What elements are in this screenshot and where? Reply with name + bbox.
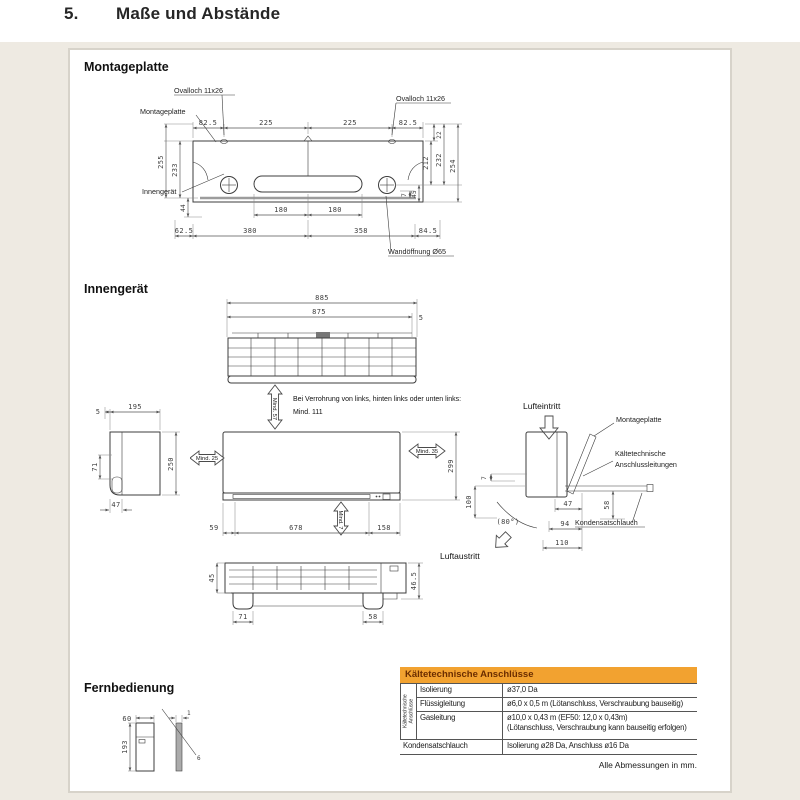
- dim-678: 678: [289, 524, 303, 532]
- dim-47: 47: [111, 501, 121, 509]
- dim-82-5-left: 82.5: [198, 119, 218, 127]
- dim-46-5: 46.5: [410, 571, 418, 591]
- fv-drawing: [223, 432, 400, 500]
- table-side-label-line1: Kältetechnische: [402, 694, 409, 729]
- dim-7: 7: [401, 193, 408, 197]
- mp-right-dims: [395, 124, 462, 202]
- dim-44: 44: [180, 204, 187, 212]
- dim-59: 59: [209, 524, 219, 532]
- label-wandoeffnung: Wandöffnung Ø65: [388, 247, 446, 256]
- row-value-gasleitung-line2: (Lötanschluss, Verschraubung kann bauseitig erfolgen): [507, 722, 687, 732]
- row-value-gasleitung: [503, 712, 697, 740]
- label-ovalloch-left: Ovalloch 11x26: [174, 86, 224, 95]
- label-lufteintritt: Lufteintritt: [523, 401, 561, 411]
- mp-left-dims: [157, 124, 202, 217]
- row-value-fluessigleitung: ø6,0 x 0,5 m (Lötanschluss, Verschraubung bauseitig): [503, 698, 697, 712]
- dim-225-left: 225: [259, 119, 273, 127]
- indoor-unit-bottom-view: [205, 553, 475, 653]
- table-body: [400, 683, 697, 755]
- rc-dims: [121, 710, 201, 771]
- row-label-isolierung: Isolierung: [417, 684, 503, 698]
- dim-358: 358: [354, 227, 368, 235]
- piping-note-line1: Bei Verrohrung von links, hinten links oder unten links:: [293, 396, 462, 403]
- iv-drawing: [497, 432, 653, 528]
- bv-dims: [208, 563, 423, 625]
- min-top-label: Mind. 57: [271, 397, 277, 421]
- dim-bv-58: 58: [368, 613, 378, 621]
- dim-875: 875: [312, 308, 326, 316]
- dim-100: 100: [465, 495, 473, 509]
- dim-233: 233: [171, 163, 179, 177]
- table-header: Kältetechnische Anschlüsse: [400, 667, 697, 683]
- row-value-kondensatschlauch: Isolierung ø28 Da, Anschluss ø16 Da: [503, 740, 697, 755]
- dim-254: 254: [449, 159, 457, 173]
- dim-299: 299: [447, 459, 455, 473]
- label-kondensatschlauch: Kondensatschlauch: [575, 518, 638, 527]
- rc-front-view: [136, 723, 154, 771]
- dim-193: 193: [121, 740, 129, 754]
- connections-table: [400, 667, 697, 755]
- indoor-unit-front-view: [190, 383, 473, 553]
- label-montageplatte: Montageplatte: [140, 107, 186, 116]
- installation-side-view: [435, 390, 720, 568]
- dim-5: 5: [418, 314, 424, 322]
- label-pipes-line1: Kältetechnische: [615, 449, 666, 458]
- dim-94: 94: [560, 520, 570, 528]
- dim-diagonal: 6: [197, 755, 201, 762]
- row-label-kondensatschlauch: Kondensatschlauch: [400, 740, 503, 755]
- dim-180-right: 180: [328, 206, 342, 214]
- montageplatte-diagram: [138, 84, 472, 262]
- mp-top-dim-chain: [193, 119, 462, 141]
- dim-82-5-right: 82.5: [398, 119, 418, 127]
- row-label-fluessigleitung: Flüssigleitung: [417, 698, 503, 712]
- piping-note-line2: Mind. 111: [293, 409, 323, 416]
- min-bottom-label: Mind. 7: [337, 510, 343, 530]
- heading-fernbedienung: Fernbedienung: [84, 681, 175, 695]
- dim-71: 71: [91, 462, 99, 472]
- dim-bv-45: 45: [208, 573, 216, 583]
- dim-232: 232: [435, 153, 443, 167]
- mp-bottom-dim-chain: [175, 220, 440, 239]
- dim-255: 255: [157, 155, 165, 169]
- dim-84-5: 84.5: [418, 227, 438, 235]
- dim-158: 158: [377, 524, 391, 532]
- tv-dims: [227, 294, 423, 337]
- dim-180-left: 180: [274, 206, 288, 214]
- heading-montageplatte: Montageplatte: [84, 60, 169, 74]
- sv-dims: [91, 403, 180, 513]
- dim-iv-58: 58: [603, 500, 611, 510]
- dim-250: 250: [167, 457, 175, 471]
- min-right-label: Mind. 35: [415, 449, 439, 455]
- dim-angle-80: (80°): [496, 518, 520, 526]
- dim-bv-71: 71: [238, 613, 248, 621]
- bv-drawing: [225, 563, 406, 609]
- iv-callouts: [575, 415, 677, 527]
- indoor-unit-top-view: [218, 291, 428, 391]
- dim-225-right: 225: [343, 119, 357, 127]
- label-montageplatte-2: Montageplatte: [616, 415, 662, 424]
- dim-62-5: 62.5: [174, 227, 194, 235]
- sv-drawing: [110, 432, 160, 495]
- page-title: Maße und Abstände: [116, 4, 281, 23]
- row-label-gasleitung: Gasleitung: [417, 712, 503, 740]
- dim-60: 60: [122, 715, 132, 723]
- rc-side-view: [162, 709, 196, 771]
- dim-iv-47: 47: [563, 500, 573, 508]
- row-value-isolierung: ø37,0 Da: [503, 684, 697, 698]
- table-side-label-cell: [400, 684, 417, 740]
- mounting-plate-drawing: [193, 136, 423, 202]
- units-note: Alle Abmessungen in mm.: [598, 760, 697, 770]
- dim-22: 22: [436, 131, 443, 139]
- label-pipes-line2: Anschlussleitungen: [615, 460, 677, 469]
- dim-thickness: 1: [187, 710, 191, 717]
- air-in-arrow-icon: [540, 416, 558, 439]
- dim-45: 45: [411, 190, 418, 198]
- min-left-label: Mind. 25: [195, 456, 219, 462]
- table-side-label-line2: Anschlüsse: [408, 699, 415, 724]
- dim-110: 110: [555, 539, 569, 547]
- label-ovalloch-right: Ovalloch 11x26: [396, 94, 446, 103]
- dim-195: 195: [128, 403, 142, 411]
- remote-control-drawing: [90, 693, 230, 793]
- dim-380: 380: [243, 227, 257, 235]
- iv-dims: [465, 474, 625, 551]
- section-number: 5.: [64, 4, 79, 23]
- heading-innengeraet: Innengerät: [84, 282, 148, 296]
- dim-885: 885: [315, 294, 329, 302]
- dim-iv-7: 7: [481, 476, 488, 480]
- table-side-label: [402, 695, 414, 729]
- dim-5: 5: [95, 408, 101, 416]
- dim-212: 212: [422, 156, 430, 170]
- fv-clearance-arrows: [190, 385, 445, 535]
- label-innengeraet: Innengerät: [142, 187, 177, 196]
- air-out-arrow-icon: [490, 529, 514, 553]
- label-luftaustritt: Luftaustritt: [440, 551, 480, 561]
- row-value-gasleitung-line1: ø10,0 x 0,43 m (EF50: 12,0 x 0,43m): [507, 713, 628, 722]
- tv-grille-drawing: [228, 332, 416, 383]
